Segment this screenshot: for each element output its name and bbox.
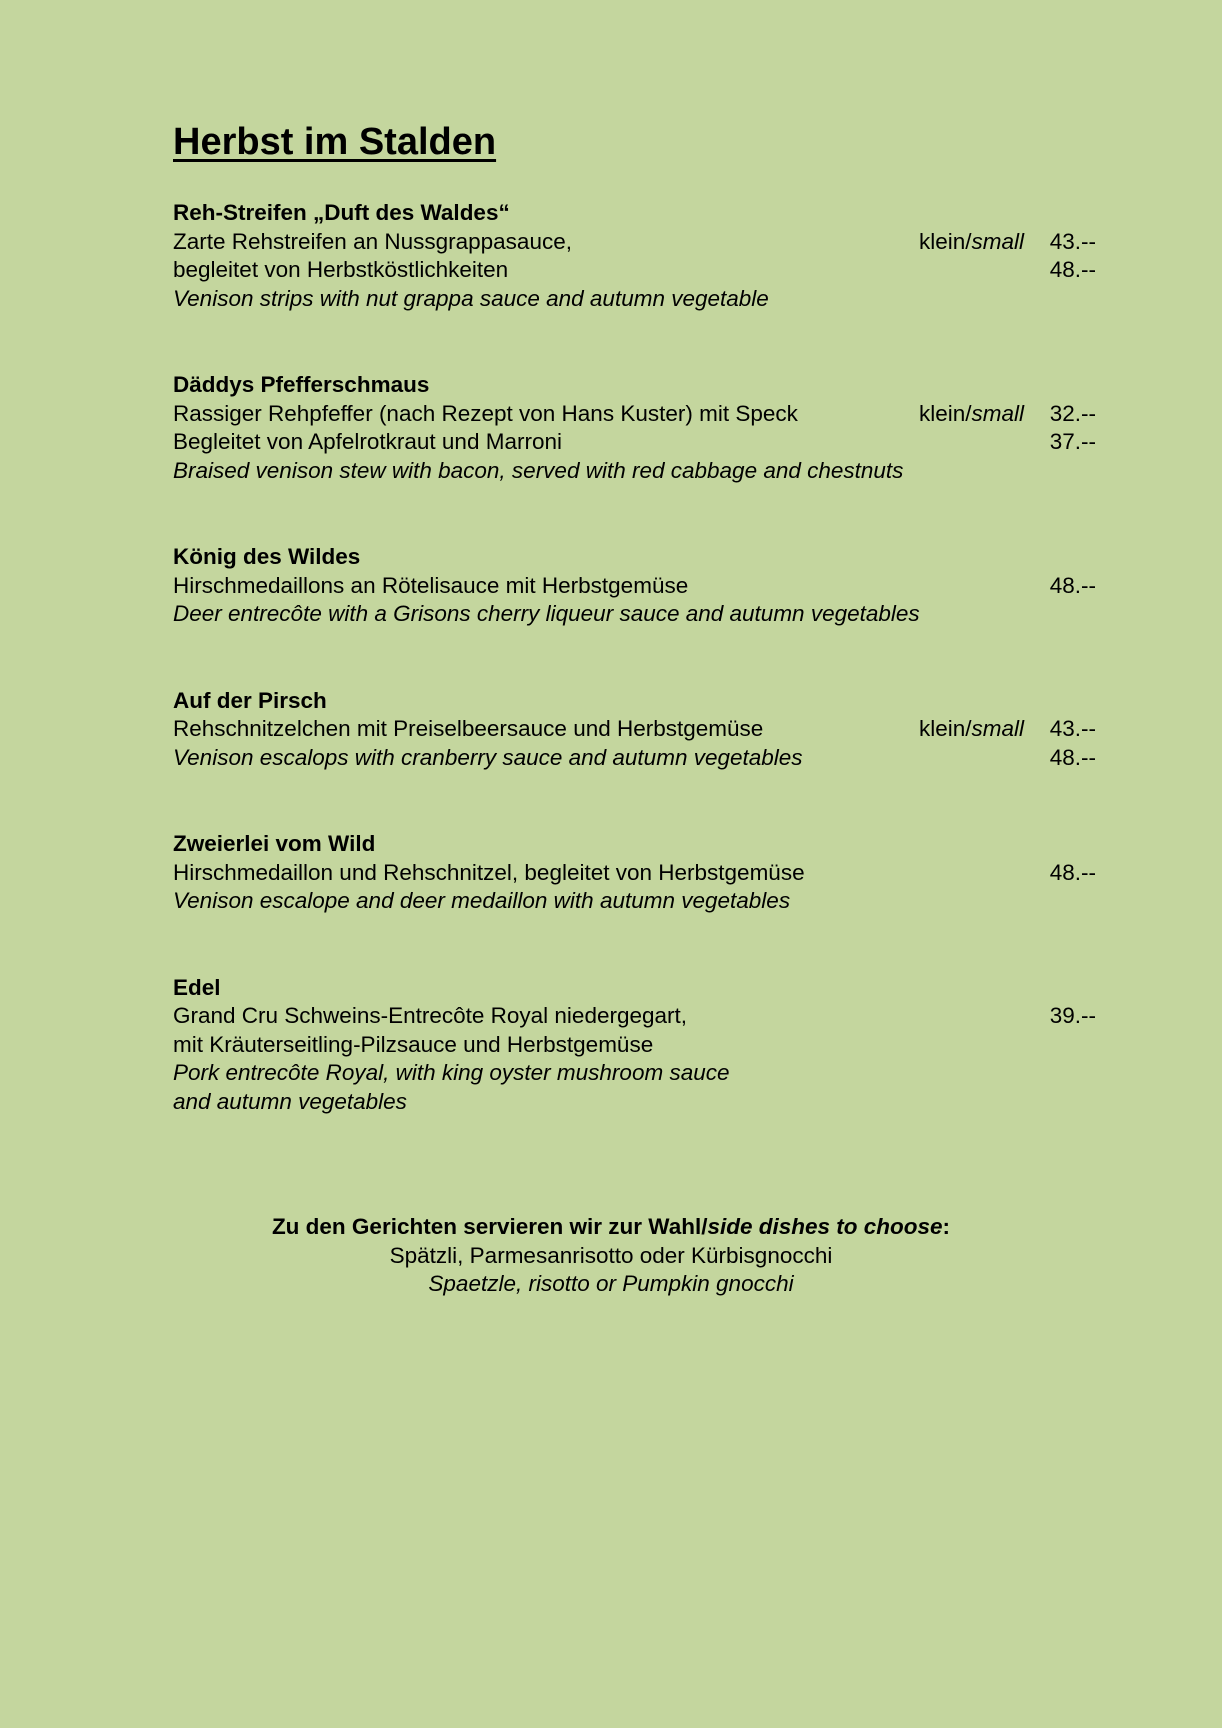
english-description: and autumn vegetables: [173, 1088, 407, 1114]
size-label: [919, 715, 1024, 744]
english-description: Pork entrecôte Royal, with king oyster mushroom sauce: [173, 1060, 730, 1085]
description-text: mit Kräuterseitling-Pilzsauce und Herbstgemüse: [173, 1031, 654, 1057]
description-text: Zarte Rehstreifen an Nussgrappasauce,: [173, 228, 572, 254]
side-dishes-heading: [0, 1213, 1222, 1242]
english-description: Deer entrecôte with a Grisons cherry liqueur sauce and autumn vegetables: [173, 601, 920, 626]
price: 48.--: [1049, 744, 1096, 770]
dish-reh-streifen: [173, 199, 1096, 313]
price: 32.--: [1049, 400, 1096, 426]
price: 48.--: [1049, 257, 1096, 282]
side-dishes-options-de: Spätzli, Parmesanrisotto oder Kürbisgnocchi: [389, 1242, 833, 1268]
description-text: Begleitet von Apfelrotkraut und Marroni: [173, 429, 562, 454]
side-dishes-heading-colon: :: [942, 1214, 951, 1239]
size-de: klein/: [918, 228, 972, 254]
english-description: Braised venison stew with bacon, served with red cabbage and chestnuts: [173, 457, 904, 483]
description-text: Rehschnitzelchen mit Preiselbeersauce und Herbstgemüse: [173, 716, 764, 741]
english-description: Venison escalope and deer medaillon with autumn vegetables: [173, 888, 791, 913]
dish-description-line: [173, 744, 1096, 773]
dish-name: König des Wildes: [173, 544, 361, 569]
dish-description-line: [173, 400, 1096, 429]
menu-title: Herbst im Stalden: [173, 121, 497, 163]
price: 48.--: [1049, 572, 1096, 598]
description-text: Hirschmedaillon und Rehschnitzel, begleitet von Herbstgemüse: [173, 859, 805, 885]
side-dishes-options-en: Spaetzle, risotto or Pumpkin gnocchi: [428, 1271, 794, 1296]
dish-name: Auf der Pirsch: [173, 687, 327, 713]
side-dishes-section: [0, 1213, 1222, 1299]
size-label: [919, 400, 1024, 429]
size-de: klein/: [918, 716, 972, 741]
description-text: Rassiger Rehpfeffer (nach Rezept von Hans Kuster) mit Speck: [173, 400, 798, 426]
dish-description-line: [173, 1031, 1096, 1060]
dish-name: Däddys Pfefferschmaus: [173, 372, 430, 397]
dish-description-line: [173, 228, 1096, 257]
size-en: small: [971, 400, 1024, 426]
dish-description-line: [173, 256, 1096, 285]
dish-zweierlei-vom-wild: [173, 830, 1096, 916]
english-description: Venison escalops with cranberry sauce and autumn vegetables: [173, 744, 803, 770]
price: 48.--: [1049, 859, 1096, 885]
dish-description-line: [173, 1002, 1096, 1031]
dish-description-line: [173, 859, 1096, 888]
side-dishes-heading-en: side dishes to choose: [707, 1214, 943, 1239]
size-label: [919, 228, 1024, 257]
price: 39.--: [1049, 1003, 1096, 1028]
menu-page: [173, 118, 1103, 1116]
dish-koenig-des-wildes: [173, 543, 1096, 629]
dish-auf-der-pirsch: [173, 687, 1096, 773]
price: 43.--: [1049, 228, 1096, 254]
side-dishes-heading-de: Zu den Gerichten servieren wir zur Wahl/: [271, 1214, 708, 1239]
english-description: Venison strips with nut grappa sauce and autumn vegetable: [173, 285, 769, 311]
description-text: Grand Cru Schweins-Entrecôte Royal niedergegart,: [173, 1003, 688, 1028]
size-en: small: [971, 228, 1024, 254]
size-en: small: [971, 716, 1024, 741]
dish-description-line: [173, 428, 1096, 457]
dish-description-line: [173, 715, 1096, 744]
dish-name: Zweierlei vom Wild: [173, 831, 376, 856]
size-de: klein/: [918, 400, 972, 426]
price: 43.--: [1049, 716, 1096, 741]
price: 37.--: [1049, 429, 1096, 454]
description-text: Hirschmedaillons an Rötelisauce mit Herbstgemüse: [173, 572, 689, 598]
description-text: begleitet von Herbstköstlichkeiten: [173, 257, 509, 282]
dish-daeddys-pfefferschmaus: [173, 371, 1096, 485]
dish-edel: [173, 974, 1096, 1117]
dish-description-line: [173, 572, 1096, 601]
dish-name: Edel: [173, 974, 221, 1000]
dish-name: Reh-Streifen „Duft des Waldes“: [173, 200, 510, 225]
